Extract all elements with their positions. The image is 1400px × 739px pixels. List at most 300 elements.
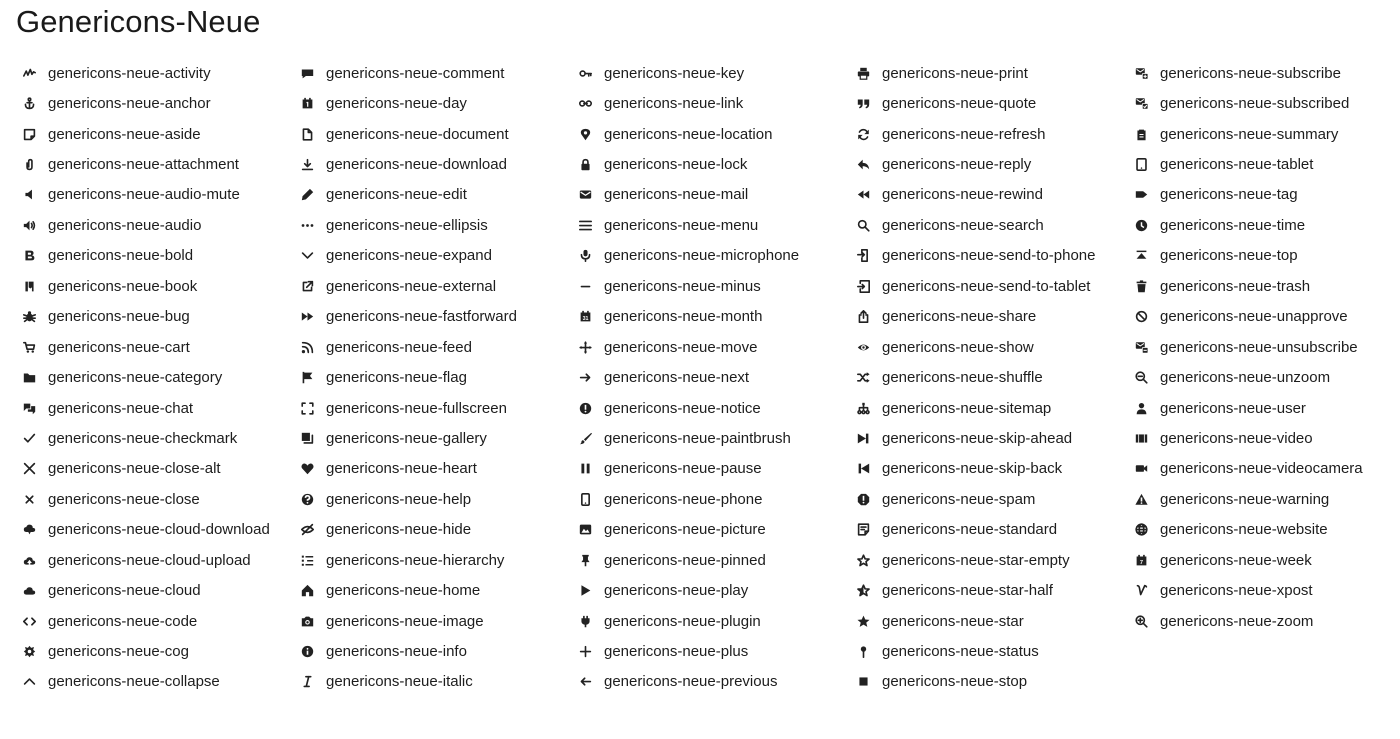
icon-label: genericons-neue-image — [326, 612, 484, 630]
icon-list-item-sitemap[interactable] — [834, 393, 1095, 423]
unsubscribe-icon — [1134, 340, 1148, 354]
icon-list-item-notice[interactable] — [556, 393, 799, 423]
icon-label: genericons-neue-audio — [48, 216, 202, 234]
icon-label: genericons-neue-minus — [604, 277, 761, 295]
icon-label: genericons-neue-close — [48, 490, 200, 508]
icon-label: genericons-neue-move — [604, 338, 758, 356]
user-icon — [1134, 401, 1148, 415]
sitemap-icon — [856, 401, 870, 415]
tag-icon — [1134, 188, 1148, 202]
icon-label: genericons-neue-fastforward — [326, 308, 517, 326]
icon-label: genericons-neue-flag — [326, 369, 467, 387]
location-icon — [578, 127, 592, 141]
audio-icon — [22, 218, 36, 232]
cloud-upload-icon — [22, 553, 36, 567]
chat-icon — [22, 401, 36, 415]
icon-list-item-star-half[interactable] — [834, 575, 1095, 605]
icon-list-item-play[interactable] — [556, 575, 799, 605]
icon-list-item-print[interactable] — [834, 58, 1095, 88]
icon-list-item-hierarchy[interactable] — [278, 545, 517, 575]
icon-list-item-aside[interactable] — [0, 119, 270, 149]
icon-label: genericons-neue-home — [326, 582, 481, 600]
icon-list-item-external[interactable] — [278, 271, 517, 301]
icon-label: genericons-neue-summary — [1160, 125, 1339, 143]
icon-label: genericons-neue-picture — [604, 521, 766, 539]
icon-list-item-help[interactable] — [278, 484, 517, 514]
quote-icon — [856, 97, 870, 111]
icon-list-item-video[interactable] — [1112, 423, 1363, 453]
icon-label: genericons-neue-month — [604, 308, 763, 326]
play-icon — [578, 584, 592, 598]
icon-list-item-plugin[interactable] — [556, 606, 799, 636]
icon-list-item-unzoom[interactable] — [1112, 362, 1363, 392]
icon-label: genericons-neue-notice — [604, 399, 761, 417]
icon-label: genericons-neue-document — [326, 125, 509, 143]
trash-icon — [1134, 279, 1148, 293]
icon-label: genericons-neue-cart — [48, 338, 190, 356]
icon-list-item-website[interactable] — [1112, 515, 1363, 545]
icon-label: genericons-neue-send-to-tablet — [882, 277, 1091, 295]
icon-label: genericons-neue-spam — [882, 490, 1036, 508]
notice-icon — [578, 401, 592, 415]
key-icon — [578, 66, 592, 80]
hierarchy-icon — [300, 553, 314, 567]
icon-list-item-move[interactable] — [556, 332, 799, 362]
icon-label: genericons-neue-hide — [326, 521, 472, 539]
icon-label: genericons-neue-book — [48, 277, 198, 295]
icon-label: genericons-neue-cloud — [48, 582, 201, 600]
icon-list-item-skip-ahead[interactable] — [834, 423, 1095, 453]
send-to-phone-icon — [856, 249, 870, 263]
icon-list-item-videocamera[interactable] — [1112, 454, 1363, 484]
icon-label: genericons-neue-unapprove — [1160, 308, 1348, 326]
icon-list-item-book[interactable] — [0, 271, 270, 301]
cloud-download-icon — [22, 523, 36, 537]
svg-text:7: 7 — [1139, 559, 1143, 566]
star-half-icon — [856, 584, 870, 598]
menu-icon — [578, 218, 592, 232]
icon-list-item-location[interactable] — [556, 119, 799, 149]
icon-label: genericons-neue-zoom — [1160, 612, 1314, 630]
icon-list-item-bug[interactable] — [0, 302, 270, 332]
next-icon — [578, 371, 592, 385]
icon-list-item-collapse[interactable] — [0, 667, 270, 697]
icon-list-item-document[interactable] — [278, 119, 517, 149]
icon-label: genericons-neue-help — [326, 490, 472, 508]
icon-list-item-home[interactable] — [278, 575, 517, 605]
icon-label: genericons-neue-tag — [1160, 186, 1298, 204]
icon-label: genericons-neue-anchor — [48, 95, 211, 113]
icon-label: genericons-neue-expand — [326, 247, 492, 265]
aside-icon — [22, 127, 36, 141]
gallery-icon — [300, 431, 314, 445]
icon-list-item-image[interactable] — [278, 606, 517, 636]
icon-label: genericons-neue-website — [1160, 521, 1328, 539]
icon-list-item-day[interactable] — [278, 88, 517, 118]
icon-list-item-status[interactable] — [834, 636, 1095, 666]
icon-list-item-bold[interactable] — [0, 241, 270, 271]
video-icon — [1134, 431, 1148, 445]
icon-label: genericons-neue-pause — [604, 460, 762, 478]
zoom-icon — [1134, 614, 1148, 628]
icon-list-item-rewind[interactable] — [834, 180, 1095, 210]
icon-list-item-audio-mute[interactable] — [0, 180, 270, 210]
icon-column-2 — [278, 58, 517, 697]
icon-label: genericons-neue-video — [1160, 429, 1313, 447]
icon-list-item-tablet[interactable] — [1112, 149, 1363, 179]
icon-list-item-star-empty[interactable] — [834, 545, 1095, 575]
icon-label: genericons-neue-quote — [882, 95, 1037, 113]
image-icon — [300, 614, 314, 628]
standard-icon — [856, 523, 870, 537]
download-icon — [300, 158, 314, 172]
icon-label: genericons-neue-location — [604, 125, 773, 143]
icon-list-item-minus[interactable] — [556, 271, 799, 301]
icon-list-item-trash[interactable] — [1112, 271, 1363, 301]
icon-label: genericons-neue-cloud-upload — [48, 551, 251, 569]
icon-list-item-flag[interactable] — [278, 362, 517, 392]
icon-list-item-anchor[interactable] — [0, 88, 270, 118]
status-icon — [856, 645, 870, 659]
icon-label: genericons-neue-feed — [326, 338, 472, 356]
icon-label: genericons-neue-close-alt — [48, 460, 221, 478]
print-icon — [856, 66, 870, 80]
icon-label: genericons-neue-category — [48, 369, 223, 387]
skip-back-icon — [856, 462, 870, 476]
cloud-icon — [22, 584, 36, 598]
anchor-icon — [22, 97, 36, 111]
icon-label: genericons-neue-phone — [604, 490, 763, 508]
reply-icon — [856, 158, 870, 172]
icon-label: genericons-neue-star — [882, 612, 1024, 630]
icon-label: genericons-neue-send-to-phone — [882, 247, 1096, 265]
collapse-icon — [22, 675, 36, 689]
paintbrush-icon — [578, 431, 592, 445]
icon-label: genericons-neue-aside — [48, 125, 201, 143]
icon-list-item-attachment[interactable] — [0, 149, 270, 179]
icon-list-item-warning[interactable] — [1112, 484, 1363, 514]
icon-list-item-phone[interactable] — [556, 484, 799, 514]
icon-label: genericons-neue-time — [1160, 216, 1306, 234]
icon-label: genericons-neue-ellipsis — [326, 216, 488, 234]
icon-list-item-pinned[interactable] — [556, 545, 799, 575]
icon-list-item-link[interactable] — [556, 88, 799, 118]
icon-label: genericons-neue-sitemap — [882, 399, 1052, 417]
move-icon — [578, 340, 592, 354]
icon-list-item-menu[interactable] — [556, 210, 799, 240]
icon-list-item-month[interactable] — [556, 302, 799, 332]
icon-list-item-plus[interactable] — [556, 636, 799, 666]
icon-list-item-reply[interactable] — [834, 149, 1095, 179]
icon-list-item-checkmark[interactable] — [0, 423, 270, 453]
icon-label: genericons-neue-attachment — [48, 156, 239, 174]
icon-list-item-close[interactable] — [0, 484, 270, 514]
icon-list-item-user[interactable] — [1112, 393, 1363, 423]
icon-column-1 — [0, 58, 270, 697]
warning-icon — [1134, 492, 1148, 506]
icon-list-item-search[interactable] — [834, 210, 1095, 240]
icon-label: genericons-neue-pinned — [604, 551, 766, 569]
icon-label: genericons-neue-cloud-download — [48, 521, 270, 539]
icon-label: genericons-neue-next — [604, 369, 750, 387]
icon-list-item-quote[interactable] — [834, 88, 1095, 118]
icon-list-item-pause[interactable] — [556, 454, 799, 484]
icon-label: genericons-neue-unzoom — [1160, 369, 1331, 387]
icon-list-item-fastforward[interactable] — [278, 302, 517, 332]
icon-label: genericons-neue-skip-ahead — [882, 429, 1073, 447]
spam-icon — [856, 492, 870, 506]
italic-icon — [300, 675, 314, 689]
icon-list-item-edit[interactable] — [278, 180, 517, 210]
mail-icon — [578, 188, 592, 202]
icon-label: genericons-neue-plus — [604, 643, 749, 661]
pause-icon — [578, 462, 592, 476]
icon-list-item-summary[interactable] — [1112, 119, 1363, 149]
icon-label: genericons-neue-status — [882, 643, 1039, 661]
close-icon — [22, 492, 36, 506]
show-icon — [856, 340, 870, 354]
edit-icon — [300, 188, 314, 202]
icon-list-item-feed[interactable] — [278, 332, 517, 362]
icon-label: genericons-neue-external — [326, 277, 497, 295]
icon-list-item-close-alt[interactable] — [0, 454, 270, 484]
icon-list-item-paintbrush[interactable] — [556, 423, 799, 453]
fullscreen-icon — [300, 401, 314, 415]
icon-list-item-cloud-upload[interactable] — [0, 545, 270, 575]
icon-list-item-italic[interactable] — [278, 667, 517, 697]
icon-list-item-next[interactable] — [556, 362, 799, 392]
external-icon — [300, 279, 314, 293]
cog-icon — [22, 645, 36, 659]
icon-list-item-refresh[interactable] — [834, 119, 1095, 149]
skip-ahead-icon — [856, 431, 870, 445]
icon-label: genericons-neue-reply — [882, 156, 1032, 174]
icon-label: genericons-neue-search — [882, 216, 1044, 234]
week-icon — [1134, 553, 1148, 567]
icon-label: genericons-neue-trash — [1160, 277, 1311, 295]
icon-list-item-expand[interactable] — [278, 241, 517, 271]
icon-list-item-gallery[interactable] — [278, 423, 517, 453]
icon-label: genericons-neue-star-empty — [882, 551, 1070, 569]
icon-list-item-unsubscribe[interactable] — [1112, 332, 1363, 362]
icon-list-item-show[interactable] — [834, 332, 1095, 362]
tablet-icon — [1134, 158, 1148, 172]
icon-list-item-xpost[interactable] — [1112, 575, 1363, 605]
icon-label: genericons-neue-code — [48, 612, 198, 630]
icon-list-item-chat[interactable] — [0, 393, 270, 423]
icon-list-item-ellipsis[interactable] — [278, 210, 517, 240]
pinned-icon — [578, 553, 592, 567]
icon-list-item-hide[interactable] — [278, 515, 517, 545]
star-empty-icon — [856, 553, 870, 567]
icon-list-item-microphone[interactable] — [556, 241, 799, 271]
icon-label: genericons-neue-show — [882, 338, 1034, 356]
icon-column-3 — [556, 58, 799, 697]
cart-icon — [22, 340, 36, 354]
icon-list-item-subscribe[interactable] — [1112, 58, 1363, 88]
top-icon — [1134, 249, 1148, 263]
icon-label: genericons-neue-bold — [48, 247, 194, 265]
icon-list-item-stop[interactable] — [834, 667, 1095, 697]
svg-text:31: 31 — [582, 315, 588, 322]
videocamera-icon — [1134, 462, 1148, 476]
lock-icon — [578, 158, 592, 172]
icon-list-item-top[interactable] — [1112, 241, 1363, 271]
icon-label: genericons-neue-tablet — [1160, 156, 1314, 174]
icon-list-item-code[interactable] — [0, 606, 270, 636]
time-icon — [1134, 218, 1148, 232]
icon-label: genericons-neue-bug — [48, 308, 190, 326]
icon-label: genericons-neue-top — [1160, 247, 1298, 265]
icon-list-item-mail[interactable] — [556, 180, 799, 210]
icon-list-item-cart[interactable] — [0, 332, 270, 362]
close-alt-icon — [22, 462, 36, 476]
icon-list-item-subscribed[interactable] — [1112, 88, 1363, 118]
book-icon — [22, 279, 36, 293]
icon-label: genericons-neue-audio-mute — [48, 186, 240, 204]
icon-label: genericons-neue-subscribe — [1160, 64, 1341, 82]
audio-mute-icon — [22, 188, 36, 202]
icon-column-4 — [834, 58, 1095, 697]
icon-list-item-spam[interactable] — [834, 484, 1095, 514]
icon-label: genericons-neue-key — [604, 64, 745, 82]
send-to-tablet-icon — [856, 279, 870, 293]
icon-label: genericons-neue-previous — [604, 673, 778, 691]
icon-list-item-category[interactable] — [0, 362, 270, 392]
icon-label: genericons-neue-week — [1160, 551, 1312, 569]
shuffle-icon — [856, 371, 870, 385]
icon-label: genericons-neue-link — [604, 95, 744, 113]
icon-label: genericons-neue-user — [1160, 399, 1306, 417]
icon-label: genericons-neue-gallery — [326, 429, 487, 447]
ellipsis-icon — [300, 218, 314, 232]
icon-label: genericons-neue-day — [326, 95, 467, 113]
icon-label: genericons-neue-print — [882, 64, 1028, 82]
refresh-icon — [856, 127, 870, 141]
icon-label: genericons-neue-star-half — [882, 582, 1053, 600]
category-icon — [22, 371, 36, 385]
icon-label: genericons-neue-fullscreen — [326, 399, 507, 417]
help-icon — [300, 492, 314, 506]
bug-icon — [22, 310, 36, 324]
month-icon — [578, 310, 592, 324]
icon-label: genericons-neue-play — [604, 582, 749, 600]
day-icon — [300, 97, 314, 111]
checkmark-icon — [22, 431, 36, 445]
page-title: Genericons-Neue — [16, 4, 261, 39]
unzoom-icon — [1134, 371, 1148, 385]
icon-list-item-time[interactable] — [1112, 210, 1363, 240]
feed-icon — [300, 340, 314, 354]
icon-label: genericons-neue-xpost — [1160, 582, 1313, 600]
icon-label: genericons-neue-lock — [604, 156, 748, 174]
icon-label: genericons-neue-comment — [326, 64, 505, 82]
attachment-icon — [22, 158, 36, 172]
subscribe-icon — [1134, 66, 1148, 80]
hide-icon — [300, 523, 314, 537]
icon-label: genericons-neue-videocamera — [1160, 460, 1363, 478]
icon-list-item-send-to-tablet[interactable] — [834, 271, 1095, 301]
icon-label: genericons-neue-shuffle — [882, 369, 1043, 387]
icon-label: genericons-neue-chat — [48, 399, 194, 417]
icon-label: genericons-neue-download — [326, 156, 507, 174]
icon-list-item-info[interactable] — [278, 636, 517, 666]
icon-label: genericons-neue-italic — [326, 673, 473, 691]
icon-label: genericons-neue-skip-back — [882, 460, 1063, 478]
icon-label: genericons-neue-menu — [604, 216, 759, 234]
microphone-icon — [578, 249, 592, 263]
subscribed-icon — [1134, 97, 1148, 111]
unapprove-icon — [1134, 310, 1148, 324]
icon-list-item-week[interactable] — [1112, 545, 1363, 575]
icon-label: genericons-neue-activity — [48, 64, 211, 82]
heart-icon — [300, 462, 314, 476]
icon-list-item-lock[interactable] — [556, 149, 799, 179]
icon-list-item-cloud-download[interactable] — [0, 515, 270, 545]
icon-list-item-skip-back[interactable] — [834, 454, 1095, 484]
icon-list-item-download[interactable] — [278, 149, 517, 179]
icon-label: genericons-neue-stop — [882, 673, 1028, 691]
previous-icon — [578, 675, 592, 689]
stop-icon — [856, 675, 870, 689]
picture-icon — [578, 523, 592, 537]
fastforward-icon — [300, 310, 314, 324]
icon-list-item-key[interactable] — [556, 58, 799, 88]
icon-list-item-tag[interactable] — [1112, 180, 1363, 210]
home-icon — [300, 584, 314, 598]
icon-list-item-unapprove[interactable] — [1112, 302, 1363, 332]
icon-list-item-audio[interactable] — [0, 210, 270, 240]
icon-label: genericons-neue-paintbrush — [604, 429, 791, 447]
icon-list-item-cloud[interactable] — [0, 575, 270, 605]
search-icon — [856, 218, 870, 232]
icon-list-item-heart[interactable] — [278, 454, 517, 484]
icon-label: genericons-neue-checkmark — [48, 429, 238, 447]
comment-icon — [300, 66, 314, 80]
minus-icon — [578, 279, 592, 293]
rewind-icon — [856, 188, 870, 202]
icon-label: genericons-neue-refresh — [882, 125, 1046, 143]
icon-label: genericons-neue-standard — [882, 521, 1058, 539]
icon-list-item-send-to-phone[interactable] — [834, 241, 1095, 271]
icon-list-item-picture[interactable] — [556, 515, 799, 545]
icon-label: genericons-neue-warning — [1160, 490, 1330, 508]
share-icon — [856, 310, 870, 324]
icon-list-item-shuffle[interactable] — [834, 362, 1095, 392]
icon-label: genericons-neue-cog — [48, 643, 189, 661]
icon-label: genericons-neue-share — [882, 308, 1037, 326]
icon-list-item-activity[interactable] — [0, 58, 270, 88]
document-icon — [300, 127, 314, 141]
icon-column-5 — [1112, 58, 1363, 636]
bold-icon — [22, 249, 36, 263]
icon-list-item-standard[interactable] — [834, 515, 1095, 545]
xpost-icon — [1134, 584, 1148, 598]
icon-list-item-star[interactable] — [834, 606, 1095, 636]
icon-label: genericons-neue-mail — [604, 186, 749, 204]
expand-icon — [300, 249, 314, 263]
icon-label: genericons-neue-rewind — [882, 186, 1043, 204]
activity-icon — [22, 66, 36, 80]
website-icon — [1134, 523, 1148, 537]
icon-label: genericons-neue-hierarchy — [326, 551, 505, 569]
icon-list-item-comment[interactable] — [278, 58, 517, 88]
icon-list-item-fullscreen[interactable] — [278, 393, 517, 423]
icon-list-item-previous[interactable] — [556, 667, 799, 697]
icon-list-item-share[interactable] — [834, 302, 1095, 332]
icon-list-item-cog[interactable] — [0, 636, 270, 666]
icon-list-item-zoom[interactable] — [1112, 606, 1363, 636]
